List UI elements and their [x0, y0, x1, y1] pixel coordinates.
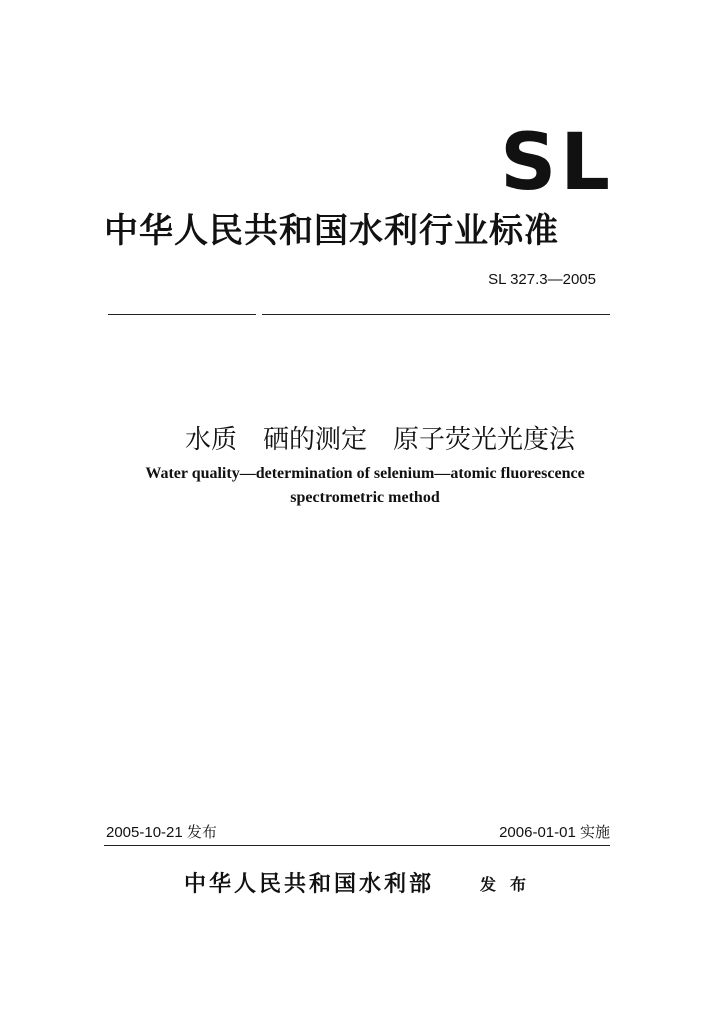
english-title-line-1: Water quality—determination of selenium—atomic fluorescence	[145, 465, 585, 482]
header-divider-right	[262, 314, 610, 315]
header-divider-left	[108, 314, 256, 315]
standard-number: SL 327.3—2005	[488, 271, 596, 288]
english-title-line-2: spectrometric method	[290, 489, 440, 506]
issue-label: 发布	[480, 875, 541, 894]
issuing-authority: 中华人民共和国水利部	[184, 871, 435, 897]
document-title-chinese: 水质 硒的测定 原子荧光光度法	[184, 425, 575, 455]
standard-category-title: 中华人民共和国水利行业标准	[104, 211, 559, 251]
implementation-date: 2006-01-01 实施	[499, 824, 610, 841]
sl-logo: SL	[500, 118, 614, 208]
issued-date: 2005-10-21 发布	[106, 824, 217, 841]
footer-divider	[104, 845, 610, 846]
document-title-english	[90, 462, 640, 510]
